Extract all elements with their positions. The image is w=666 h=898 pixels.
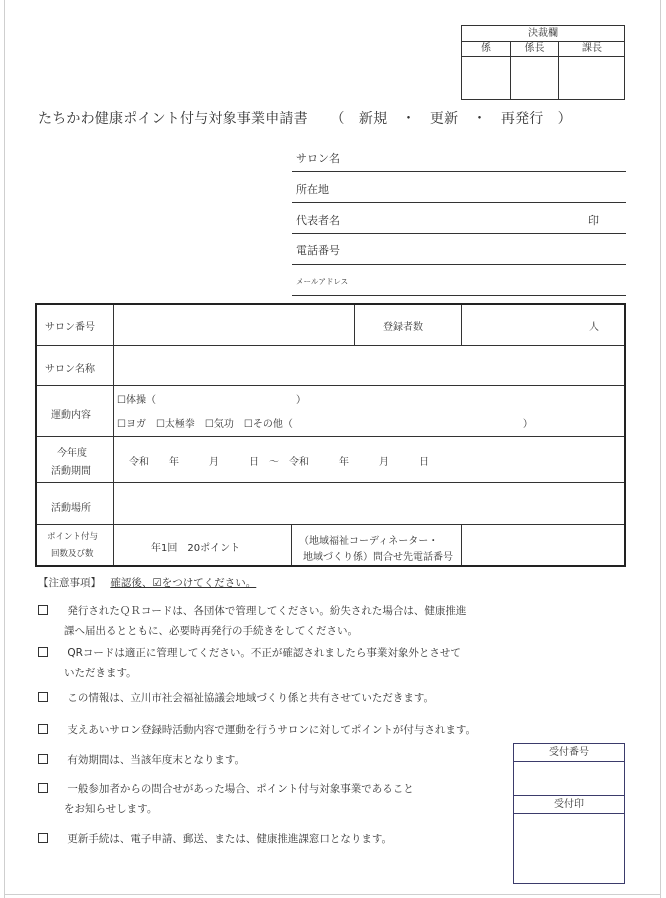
application-table: [35, 303, 626, 567]
period-label-line1: 今年度: [57, 448, 87, 459]
exercise-options-line1[interactable]: ☐体操（ ）: [117, 395, 306, 406]
checkbox[interactable]: [38, 605, 48, 615]
page-edge-bottom: [4, 894, 661, 895]
approval-box: [461, 25, 625, 100]
period-label-line2: 活動期間: [51, 466, 91, 477]
place-field[interactable]: [119, 487, 619, 519]
note-item-6[interactable]: [38, 781, 414, 798]
label-col-divider: [113, 305, 114, 565]
exercise-label: 運動内容: [51, 410, 91, 421]
checkbox[interactable]: [38, 833, 48, 843]
title-main: たちかわ健康ポイント付与対象事業申請書: [38, 111, 308, 127]
col-divider: [461, 305, 462, 345]
note-item-1-cont: 課へ届出るとともに、必要時再発行の手続きをしてください。: [64, 625, 358, 637]
checkbox[interactable]: [38, 783, 48, 793]
phone-label: 電話番号: [296, 244, 340, 257]
checkbox[interactable]: [38, 724, 48, 734]
persons-unit: 人: [589, 322, 599, 333]
notes-instruction: 確認後、☑をつけてください。: [110, 577, 257, 589]
salon-name-line[interactable]: [292, 171, 626, 172]
page-edge-right: [660, 0, 661, 898]
row-divider: [37, 345, 624, 346]
notes-header-row: [38, 575, 256, 592]
period-value[interactable]: 令和 年 月 日 ～ 令和 年 月 日: [129, 457, 429, 468]
approval-col-staff: [462, 41, 511, 99]
salon-name-label: サロン名: [296, 152, 340, 165]
representative-line[interactable]: [292, 233, 626, 234]
points-value: 年1回 20ポイント: [151, 543, 241, 554]
coordinator-line2: 地域づくり係）問合せ先電話番号: [303, 552, 453, 563]
approval-col-chief: [511, 41, 559, 99]
email-line[interactable]: [292, 295, 626, 296]
coordinator-line1: （地域福祉コーディネーター・: [299, 536, 439, 547]
representative-label: 代表者名: [296, 214, 340, 227]
row-divider: [37, 482, 624, 483]
note-text: 有効期間は、当該年度末となります。: [67, 754, 246, 766]
salon-name-row-label: サロン名称: [45, 364, 95, 375]
note-item-4[interactable]: [38, 722, 476, 739]
col-divider: [291, 524, 292, 565]
address-label: 所在地: [296, 183, 329, 196]
phone-line[interactable]: [292, 264, 626, 265]
place-label: 活動場所: [51, 503, 91, 514]
note-item-5[interactable]: [38, 752, 245, 769]
exercise-options-line2[interactable]: ☐ヨガ ☐太極拳 ☐気功 ☐その他（ ）: [117, 419, 533, 430]
salon-name-field[interactable]: [119, 349, 619, 381]
approval-col-manager: [559, 41, 625, 99]
note-text: 発行されたＱＲコードは、各団体で管理してください。紛失された場合は、健康推進: [67, 605, 467, 617]
note-item-7[interactable]: [38, 831, 392, 848]
col-divider: [354, 305, 355, 345]
email-label: メールアドレス: [296, 277, 349, 286]
salon-number-field[interactable]: [119, 309, 349, 341]
row-divider: [37, 436, 624, 437]
note-item-2[interactable]: [38, 645, 461, 662]
points-label-line1: ポイント付与: [47, 532, 99, 542]
notes-header: 【注意事項】: [38, 577, 101, 589]
approval-col-label: 係: [462, 41, 510, 57]
seal-mark: 印: [588, 214, 599, 227]
col-divider: [461, 524, 462, 565]
checkbox[interactable]: [38, 647, 48, 657]
approval-col-label: 課長: [559, 41, 625, 57]
note-text: QRコードは適正に管理してください。不正が確認されましたら事業対象外とさせて: [67, 647, 461, 659]
row-divider: [37, 524, 624, 525]
note-text: この情報は、立川市社会福祉協議会地域づくり係と共有させていただきます。: [67, 692, 435, 704]
note-item-3[interactable]: [38, 690, 434, 707]
title-options: （ 新規 ・ 更新 ・ 再発行 ）: [330, 111, 572, 127]
approval-col-label: 係長: [511, 41, 558, 57]
reception-stamp-label: 受付印: [514, 795, 624, 814]
reception-box: [513, 743, 625, 884]
address-line[interactable]: [292, 202, 626, 203]
approval-header: 決裁欄: [462, 26, 624, 42]
reception-number-label: 受付番号: [514, 744, 624, 762]
note-item-1[interactable]: [38, 603, 466, 620]
note-text: 更新手続は、電子申請、郵送、または、健康推進課窓口となります。: [67, 833, 393, 845]
contact-phone-field[interactable]: [467, 529, 617, 561]
note-text: 一般参加者からの問合せがあった場合、ポイント付与対象事業であること: [67, 783, 414, 795]
salon-number-label: サロン番号: [45, 322, 95, 333]
checkbox[interactable]: [38, 754, 48, 764]
note-item-6-cont: をお知らせします。: [64, 803, 158, 815]
document-title: [38, 108, 572, 128]
checkbox[interactable]: [38, 692, 48, 702]
registrants-label: 登録者数: [383, 322, 423, 333]
page-edge-left: [4, 0, 5, 898]
points-label-line2: 回数及び数: [51, 549, 94, 559]
note-item-2-cont: いただきます。: [64, 667, 137, 679]
note-text: 支えあいサロン登録時活動内容で運動を行うサロンに対してポイントが付与されます。: [67, 724, 477, 736]
row-divider: [37, 385, 624, 386]
